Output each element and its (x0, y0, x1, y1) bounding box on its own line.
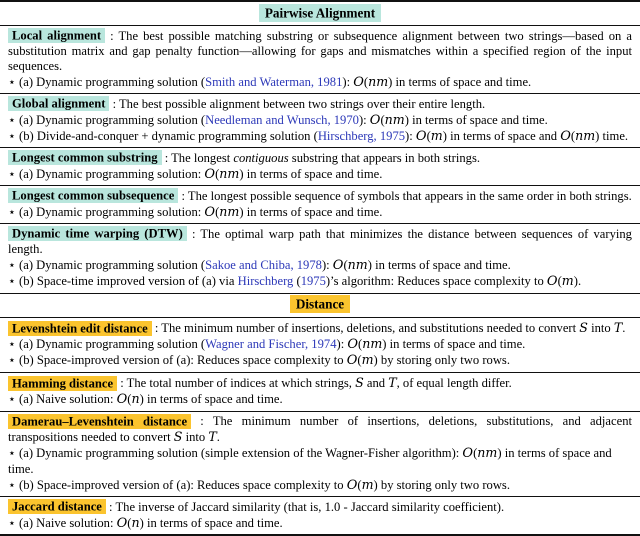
solution-bullet: ⋆ (b) Divide-and-conquer + dynamic programming solution (Hirschberg, 1975): O(m) in terms of space and O(nm) time. (8, 128, 629, 145)
mathcal-O: O (415, 129, 427, 145)
big-o-complexity: O(m) (346, 476, 378, 493)
term-highlight: Dynamic time warping (DTW) (8, 226, 187, 241)
big-o-complexity: O(nm) (347, 336, 387, 353)
solution-bullet: ⋆ (a) Dynamic programming solution: O(nm) in terms of space and time. (8, 166, 383, 183)
math-variable: S (355, 375, 364, 391)
mathcal-O: O (353, 75, 364, 91)
emphasized-text: contiguous (233, 150, 289, 165)
solution-bullet: ⋆ (a) Naive solution: O(n) in terms of space and time. (8, 391, 283, 408)
term-highlight: Global alignment (8, 96, 109, 111)
group-header-highlight: Pairwise Alignment (259, 4, 381, 22)
math-variable: T (613, 320, 623, 336)
math-variable: m (361, 476, 374, 492)
group-header (0, 2, 640, 25)
mathcal-O: O (462, 446, 474, 462)
definition-paragraph: Longest common substring : The longest contiguous substring that appears in both strings. (8, 151, 632, 166)
math-variable: m (361, 352, 374, 368)
math-variable: n (131, 391, 140, 407)
big-o-complexity: O(nm) (369, 112, 409, 129)
definition-paragraph: Jaccard distance : The inverse of Jaccard similarity (that is, 1.0 - Jaccard similarity coefficient). (8, 500, 632, 515)
solution-bullet: ⋆ (a) Dynamic programming solution (Smith and Waterman, 1981): O(nm) in terms of space and time. (8, 74, 532, 91)
mathcal-O: O (369, 113, 381, 129)
definition-paragraph: Levenshtein edit distance : The minimum number of insertions, deletions, and substitutions needed to convert S into T. (8, 320, 632, 336)
solution-bullet: ⋆ (b) Space-improved version of (a): Reduces space complexity to O(m) by storing only two rows. (8, 352, 510, 369)
big-o-complexity: O(m) (546, 273, 578, 290)
math-variable: nm (477, 445, 498, 461)
table-section (0, 412, 640, 497)
math-variable: S (173, 429, 183, 445)
citation-link[interactable]: Sakoe and Chiba, 1978 (205, 258, 322, 273)
mathcal-O: O (546, 274, 558, 290)
table-section (0, 186, 640, 223)
big-o-complexity: O(m) (415, 128, 447, 145)
solution-bullet: ⋆ (a) Dynamic programming solution (Wagner and Fischer, 1974): O(nm) in terms of space and time. (8, 336, 526, 353)
table-section (0, 94, 640, 147)
solution-bullet: ⋆ (a) Dynamic programming solution (Sakoe and Chiba, 1978): O(nm) in terms of space and time. (8, 257, 511, 274)
definition-paragraph: Damerau–Levenshtein distance : The minimum number of insertions, deletions, substitutions, and adjacent transpositions needed to convert S into T. (8, 414, 632, 445)
definition-paragraph: Longest common subsequence : The longest possible sequence of symbols that appears in the same order in both strings. (8, 189, 632, 204)
mathcal-O: O (346, 353, 358, 369)
math-variable: nm (219, 166, 240, 182)
mathcal-O: O (116, 392, 128, 408)
big-o-complexity: O(nm) (332, 257, 372, 274)
mathcal-O: O (116, 515, 128, 531)
table-section (0, 224, 640, 292)
table-section (0, 497, 640, 534)
term-highlight: Jaccard distance (8, 499, 106, 514)
solution-bullet: ⋆ (b) Space-time improved version of (a) via Hirschberg (1975)’s algorithm: Reduces space complexity to O(m). (8, 273, 582, 290)
big-o-complexity: O(nm) (353, 74, 393, 91)
mathcal-O: O (204, 167, 216, 183)
big-o-complexity: O(n) (116, 514, 144, 531)
table-section (0, 373, 640, 411)
big-o-complexity: O(nm) (462, 445, 502, 462)
math-variable: nm (219, 204, 240, 220)
definition-paragraph: Hamming distance : The total number of indices at which strings, S and T, of equal length differ. (8, 375, 632, 391)
math-variable: nm (384, 112, 405, 128)
math-variable: nm (347, 257, 368, 273)
math-variable: n (131, 514, 140, 530)
group-header-highlight: Distance (290, 295, 350, 313)
definition-paragraph: Global alignment : The best possible alignment between two strings over their entire length. (8, 97, 632, 112)
math-variable: nm (362, 336, 383, 352)
citation-link[interactable]: Smith and Waterman, 1981 (205, 75, 343, 90)
math-variable: S (579, 320, 588, 336)
big-o-complexity: O(nm) (204, 166, 244, 183)
group-header (0, 294, 640, 317)
solution-bullet: ⋆ (b) Space-improved version of (a): Reduces space complexity to O(m) by storing only two rows. (8, 476, 510, 493)
citation-link[interactable]: Hirschberg (237, 274, 294, 289)
mathcal-O: O (204, 205, 216, 221)
math-variable: T (388, 375, 397, 391)
mathcal-O: O (332, 258, 344, 274)
mathcal-O: O (560, 129, 571, 145)
math-variable: T (208, 429, 217, 445)
term-highlight: Hamming distance (8, 376, 117, 391)
table-section (0, 318, 640, 372)
term-highlight: Local alignment (8, 28, 105, 43)
citation-link[interactable]: Needleman and Wunsch, 1970 (205, 113, 359, 128)
big-o-complexity: O(nm) (204, 204, 244, 221)
math-variable: m (561, 273, 574, 289)
table-section (0, 148, 640, 185)
big-o-complexity: O(m) (346, 352, 378, 369)
solution-bullet: ⋆ (a) Naive solution: O(n) in terms of space and time. (8, 514, 283, 531)
term-highlight: Longest common substring (8, 150, 162, 165)
big-o-complexity: O(nm) (560, 128, 600, 145)
definition-paragraph: Dynamic time warping (DTW) : The optimal warp path that minimizes the distance between sequences of varying length. (8, 226, 632, 256)
term-highlight: Levenshtein edit distance (8, 321, 152, 336)
citation-link[interactable]: 1975 (300, 274, 326, 289)
big-o-complexity: O(n) (116, 391, 144, 408)
math-variable: nm (575, 128, 596, 144)
mathcal-O: O (347, 337, 359, 353)
solution-bullet: ⋆ (a) Dynamic programming solution (Needleman and Wunsch, 1970): O(nm) in terms of space and time. (8, 112, 548, 129)
solution-bullet: ⋆ (a) Dynamic programming solution: O(nm) in terms of space and time. (8, 204, 383, 221)
math-variable: m (430, 128, 443, 144)
math-variable: nm (368, 74, 389, 90)
citation-link[interactable]: Hirschberg, 1975 (317, 129, 406, 144)
table-section (0, 26, 640, 93)
definition-paragraph: Local alignment : The best possible matching substring or subsequence alignment between two strings—based on a substitution matrix and gap penalty function—allowing for gaps and mismatches within a specified region of the input sequences. (8, 28, 632, 73)
term-highlight: Damerau–Levenshtein distance (8, 414, 191, 429)
term-highlight: Longest common subsequence (8, 188, 178, 203)
citation-link[interactable]: Wagner and Fischer, 1974 (205, 337, 337, 352)
solution-bullet: ⋆ (a) Dynamic programming solution (simple extension of the Wagner-Fisher algorithm): O(nm) in terms of space and time. (8, 445, 612, 476)
mathcal-O: O (346, 477, 358, 493)
